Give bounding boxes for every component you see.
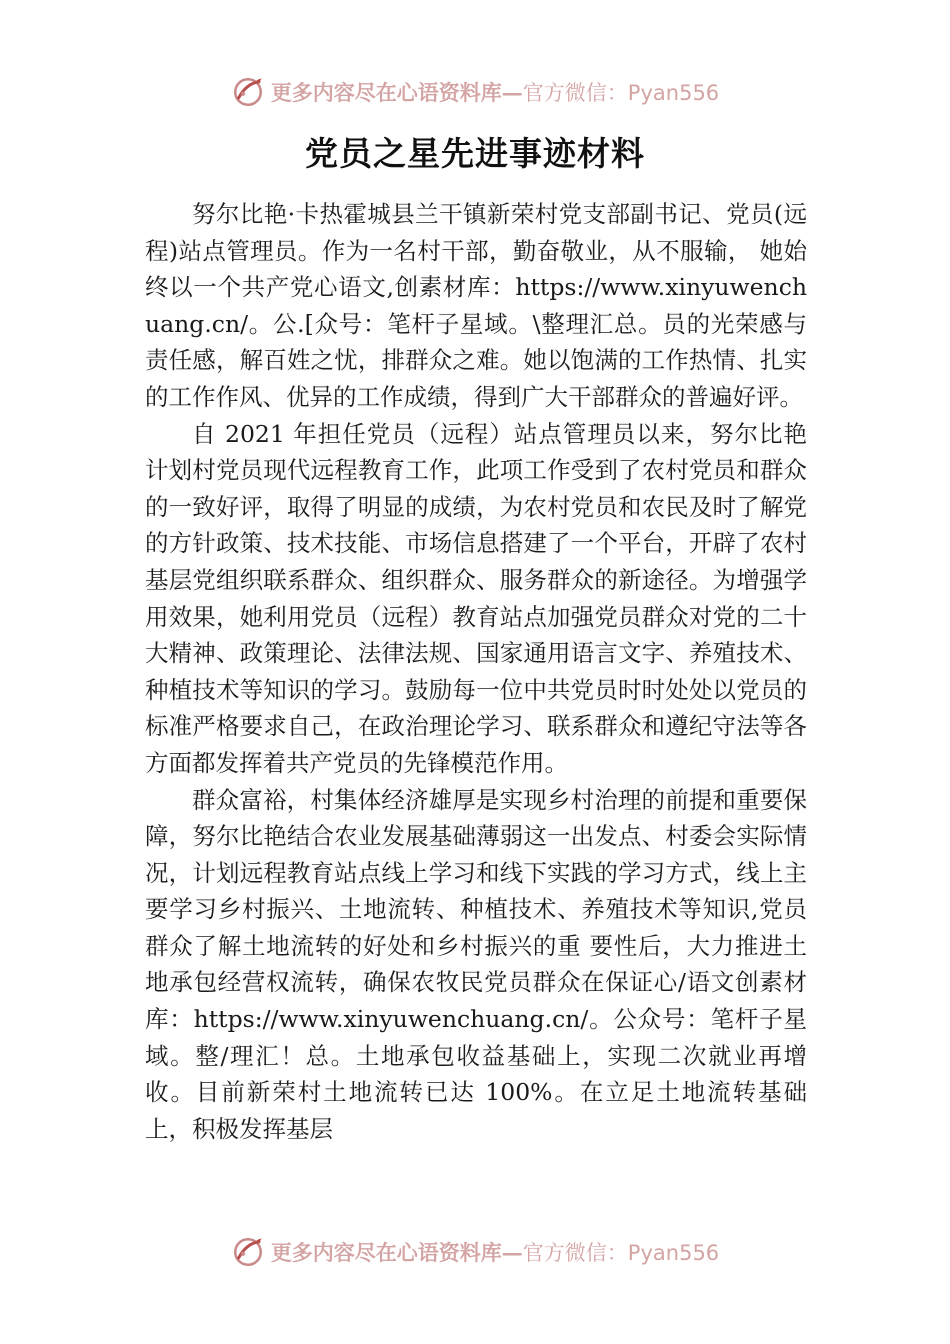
- paragraph-3: 群众富裕，村集体经济雄厚是实现乡村治理的前提和重要保障，努尔比艳结合农业发展基础薄弱这一出发点、村委会实际情况，计划远程教育站点线上学习和线下实践的学习方式，线上主要学习乡村振兴、土地流转、种植技术、养殖技术等知识,党员群众了解土地流转的好处和乡村振兴的重 要性后，大力推进土地承包经营权流转，确保农牧民党员群众在保证心/语文创素材库：https://www.xinyuwenchuang.cn/。公众号：笔杆子星域。整/理汇！总。土地承包收益基础上，实现二次就业再增收。目前新荣村土地流转已达 100%。在立足土地流转基础上，积极发挥基层: [145, 785, 807, 1143]
- watermark-wechat: 官方微信：Pyan556: [522, 1241, 720, 1265]
- footer-watermark: [0, 1232, 950, 1272]
- paragraph-1: 努尔比艳·卡热霍城县兰干镇新荣村党支部副书记、党员(远程)站点管理员。作为一名村干部，勤奋敬业，从不服输， 她始终以一个共产党心语文,创素材库：https://www.xinyuwenchuang.cn/。公.[众号：笔杆子星域。\整理汇总。员的光荣感与责任感，解百姓之忧，排群众之难。她以饱满的工作热情、扎实的工作作风、优异的工作成绩，得到广大干部群众的普遍好评。: [145, 200, 807, 411]
- paragraph-2: 自 2021 年担任党员（远程）站点管理员以来，努尔比艳计划村党员现代远程教育工作，此项工作受到了农村党员和群众的一致好评，取得了明显的成绩，为农村党员和农民及时了解党的方针政策、技术技能、市场信息搭建了一个平台，开辟了农村基层党组织联系群众、组织群众、服务群众的新途径。为增强学用效果，她利用党员（远程）教育站点加强党员群众对党的二十大精神、政策理论、法律法规、国家通用语言文字、养殖技术、种植技术等知识的学习。鼓励每一位中共党员时时处处以党员的标准严格要求自己，在政治理论学习、联系群众和遵纪守法等各方面都发挥着共产党员的先锋模范作用。: [145, 419, 807, 777]
- watermark-logo-icon: [231, 75, 265, 109]
- watermark-text: 更多内容尽在心语资料库—官方微信：Pyan556: [270, 1240, 720, 1265]
- watermark-logo-icon: [231, 1235, 265, 1269]
- watermark-text: 更多内容尽在心语资料库—官方微信：Pyan556: [270, 80, 720, 105]
- document-title: 党员之星先进事迹材料: [305, 134, 645, 173]
- header-watermark: [0, 72, 950, 112]
- document-body: [145, 196, 807, 1147]
- watermark-wechat: 官方微信：Pyan556: [522, 81, 720, 105]
